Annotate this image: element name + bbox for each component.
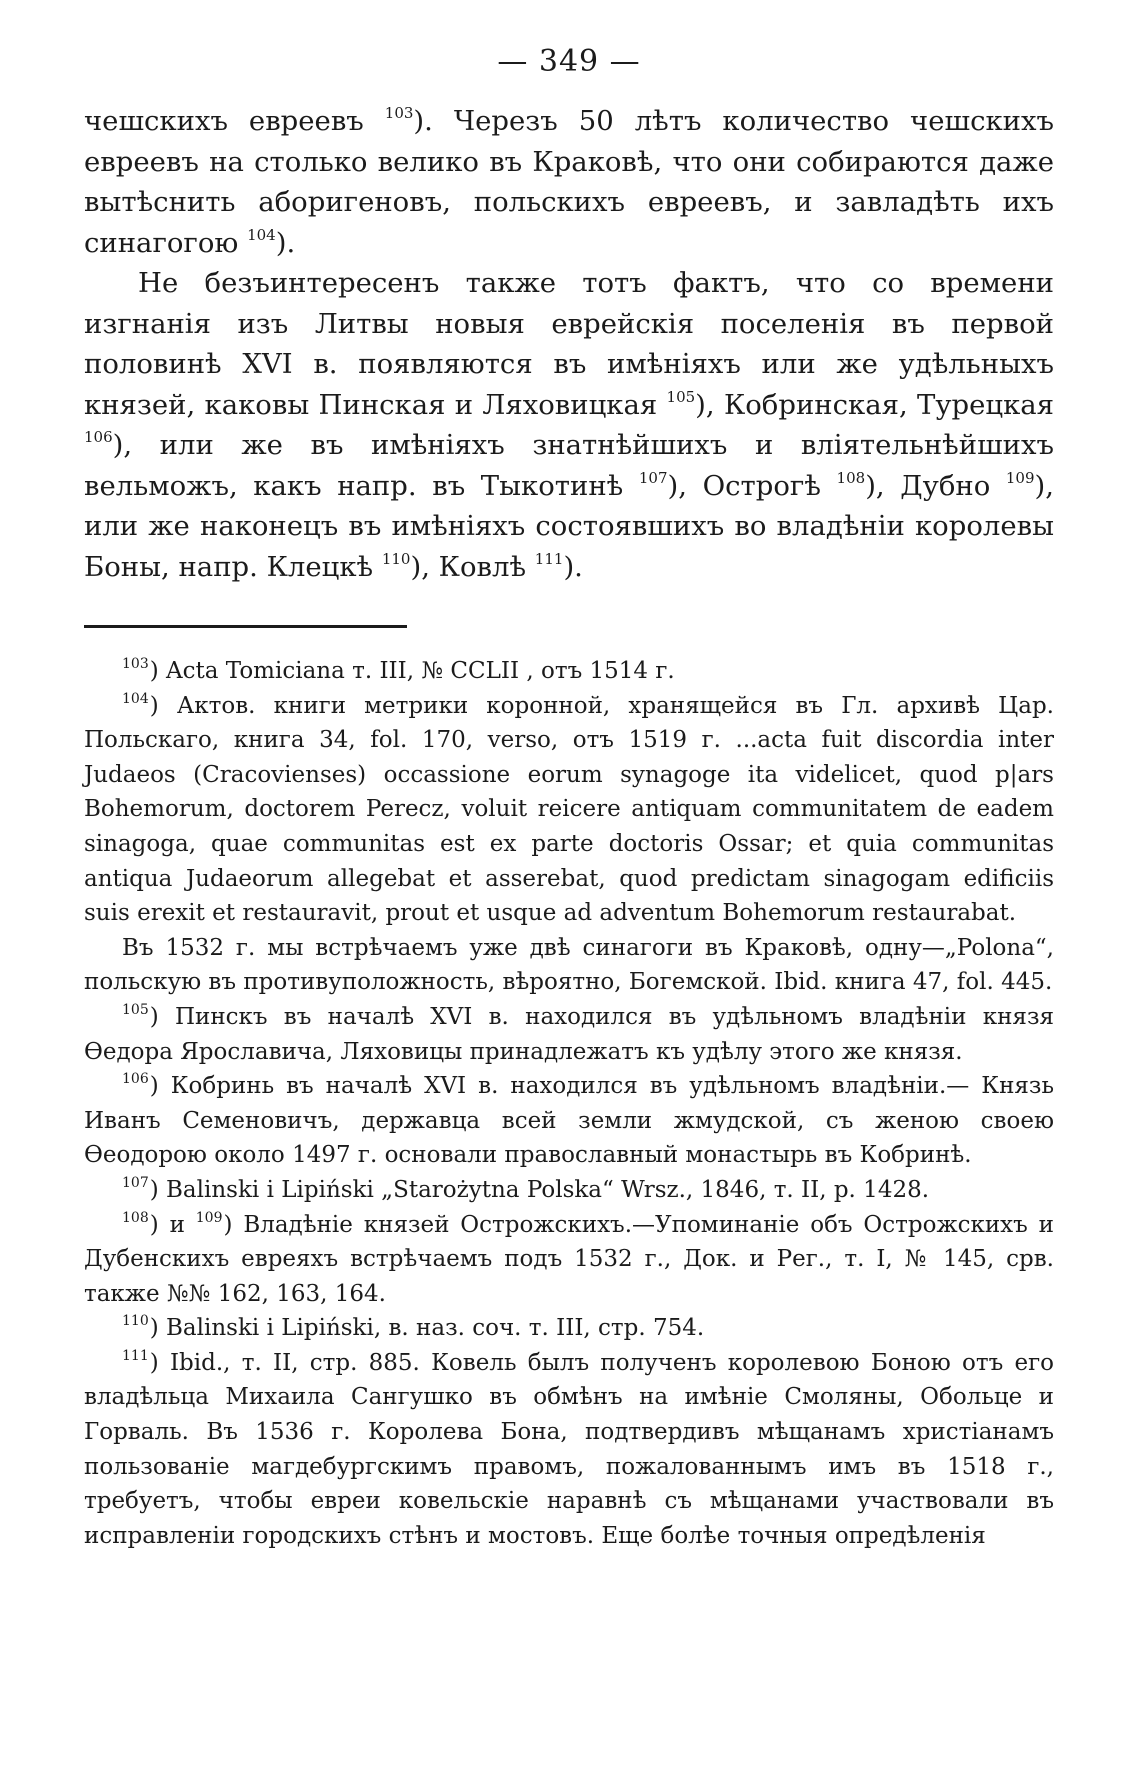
text-span: ), Ковлѣ (410, 550, 535, 583)
footnote-106 (84, 1069, 1054, 1173)
footnote-104-continuation: Въ 1532 г. мы встрѣчаемъ уже двѣ синагоги въ Краковѣ, одну—„Polona“, польскую въ противуположность, вѣроятно, Богемской. Ibid. книга 47, fol. 445. (84, 934, 1054, 996)
footnote-ref-108[interactable]: 108 (836, 468, 866, 487)
footnote-mark: 108 (122, 1209, 149, 1226)
footnote-mark: 107 (122, 1174, 149, 1191)
text-span: ), или же наконецъ въ имѣніяхъ состоявшихъ во владѣніи королевы Боны, напр. Клецкѣ (84, 469, 1055, 583)
footnote-108-109 (84, 1208, 1054, 1312)
footnote-text: ) Balinski i Lipiński, в. наз. соч. т. III, стр. 754. (149, 1315, 705, 1342)
text-span: ), Острогѣ (667, 469, 837, 502)
footnote-ref-109[interactable]: 109 (1005, 468, 1035, 487)
text-span: Не безъинтересенъ также тотъ фактъ, что со времени изгнанія изъ Литвы новыя еврейскія поселенія въ первой половинѣ XVI в. появляются въ имѣніяхъ или же удѣльныхъ князей, каковы Пинская и Ляховицкая (84, 267, 1054, 421)
footnote-ref-104[interactable]: 104 (247, 225, 276, 244)
paragraph-2 (84, 263, 1054, 587)
footnote-text: ) Актов. книги метрики коронной, хранящейся въ Гл. архивѣ Цар. Польскаго, книга 34, fol. 170, verso, отъ 1519 г. ...acta fuit discordia inter Judaeos (Cracovienses) occassione eorum synagoge ita videlicet, quod p|ars Bohemorum, doctorem Perecz, voluit reicere antiquam communitatem de eadem sinagoga, quae communitas est ex parte doctoris Ossar; et quia communitas antiqua Judaeorum allegebat et asserebat, quod predictam sinagogam edificiis suis erexit et restauravit, prout et usque ad adventum Bohemorum restaurabat. (84, 692, 1054, 927)
footnote-text: ) Balinski i Lipiński „Starożytna Polska“ Wrsz., 1846, т. II, p. 1428. (149, 1176, 930, 1203)
text-span: ), Дубно (865, 469, 1006, 502)
footnote-mark: 106 (122, 1071, 149, 1088)
footnote-mark: 103 (122, 656, 149, 672)
footnote-ref-103[interactable]: 103 (384, 104, 414, 122)
footnote-104 (84, 689, 1054, 931)
footnote-divider (84, 625, 407, 628)
footnote-ref-111[interactable]: 111 (534, 549, 564, 568)
footnote-ref-106[interactable]: 106 (84, 428, 113, 446)
footnote-text: ) и (149, 1211, 196, 1238)
footnote-ref-110[interactable]: 110 (381, 549, 411, 568)
footnote-mark: 104 (122, 690, 149, 707)
footnote-text: ) Кобринь въ началѣ XVI в. находился въ удѣльномъ владѣніи.— Князь Иванъ Семеновичъ, державца всей земли жмудской, съ женою своею Ѳеодорою около 1497 г. основали православный монастырь въ Кобринѣ. (84, 1073, 1054, 1169)
footnote-103 (84, 654, 1054, 689)
footnote-ref-107[interactable]: 107 (638, 468, 668, 487)
footnote-text: ) Acta Tomiciana т. III, № CCLII , отъ 1514 г. (149, 658, 675, 684)
page-number: — 349 — (497, 44, 641, 79)
paragraph-1 (84, 101, 1054, 263)
text-span: ), Кобринская, Турецкая (695, 388, 1055, 421)
footnote-111 (84, 1346, 1054, 1554)
text-span: чешскихъ евреевъ (84, 105, 385, 137)
text-span: ), или же въ имѣніяхъ знатнѣйшихъ и вліятельнѣйшихъ вельможъ, какъ напр. въ Тыкотинѣ (84, 429, 1054, 502)
footnote-ref-105[interactable]: 105 (666, 387, 696, 406)
main-text (84, 101, 1054, 587)
book-page (84, 40, 1054, 1553)
footnote-110 (84, 1311, 1054, 1346)
footnote-mark: 110 (122, 1313, 149, 1330)
text-span: ). Черезъ 50 лѣтъ количество чешскихъ евреевъ на столько велико въ Краковѣ, что они собираются даже вытѣснить аборигеновъ, польскихъ евреевъ, и завладѣть ихъ синагогою (84, 105, 1054, 259)
footnote-text: ) Владѣніе князей Острожскихъ.—Упоминаніе объ Острожскихъ и Дубенскихъ евреяхъ встрѣчаемъ подъ 1532 г., Док. и Рег., т. I, № 145, срв. также №№ 162, 163, 164. (84, 1211, 1054, 1307)
footnote-105 (84, 1000, 1054, 1069)
footnote-mark: 105 (122, 1001, 149, 1018)
footnote-mark: 111 (122, 1347, 149, 1364)
footnote-107 (84, 1173, 1054, 1208)
text-span: ). (275, 226, 296, 259)
footnotes (84, 654, 1054, 1553)
footnote-text: ) Пинскъ въ началѣ XVI в. находился въ удѣльномъ владѣніи князя Ѳедора Ярославича, Ляховицы принадлежатъ къ удѣлу этого же князя. (84, 1003, 1054, 1065)
footnote-text: ) Ibid., т. II, стр. 885. Ковель былъ полученъ королевою Боною отъ его владѣльца Михаила Сангушко въ обмѣнъ на имѣніе Смоляны, Обольце и Горваль. Въ 1536 г. Королева Бона, подтвердивъ мѣщанамъ христіанамъ пользованіе магдебургскимъ правомъ, пожалованнымъ имъ въ 1518 г., требуетъ, чтобы евреи ковельскіе наравнѣ съ мѣщанами участвовали въ исправленіи городскихъ стѣнъ и мостовъ. Еще болѣе точныя опредѣленія (84, 1349, 1054, 1549)
footnote-mark: 109 (195, 1209, 223, 1226)
text-span: ). (563, 550, 583, 583)
